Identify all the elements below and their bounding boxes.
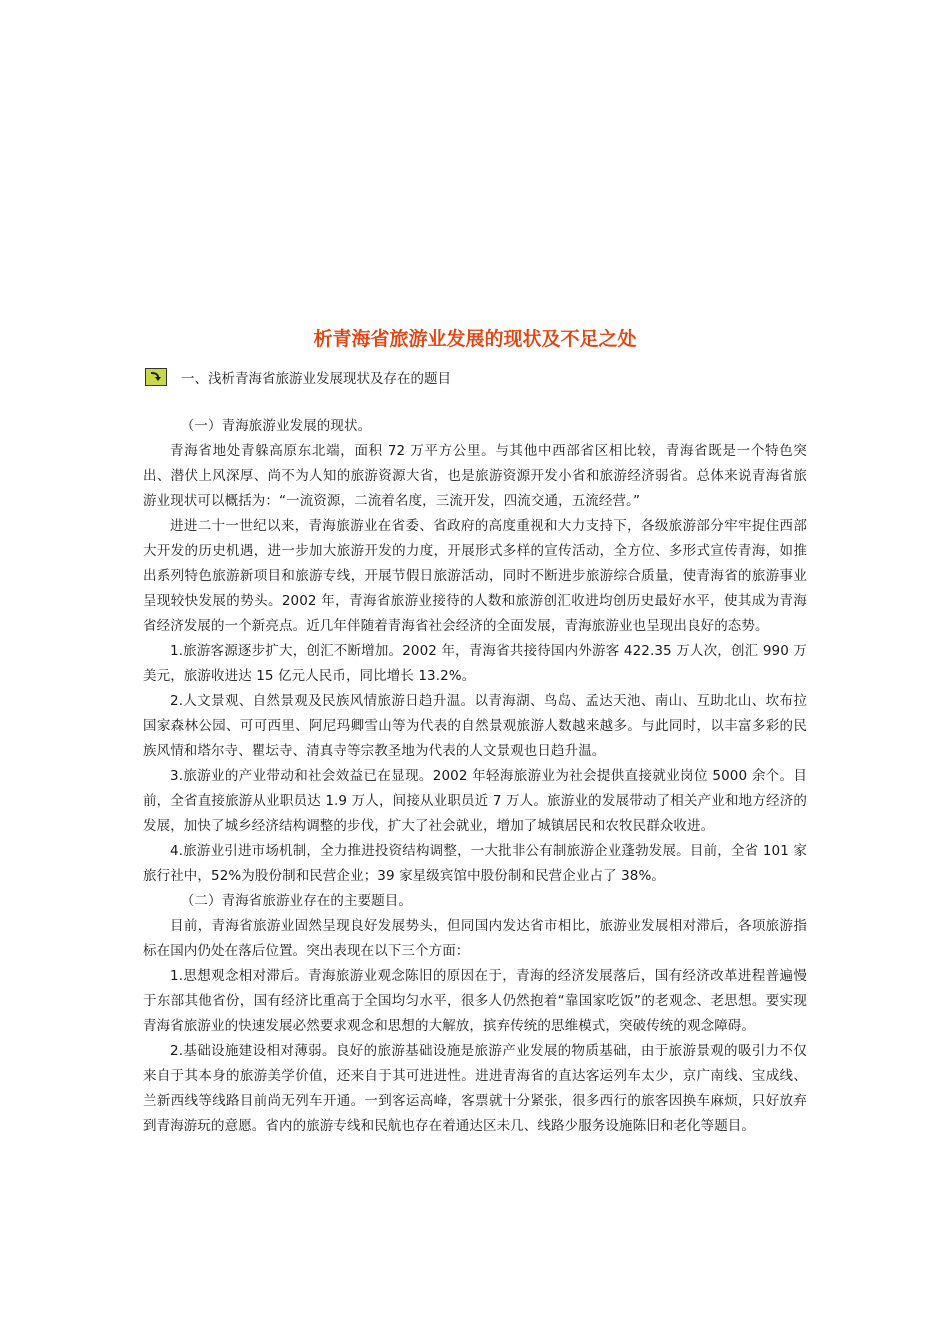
green-arrow-bullet-icon bbox=[145, 368, 167, 386]
arrow-glyph-icon bbox=[148, 370, 164, 384]
document-title: 析青海省旅游业发展的现状及不足之处 bbox=[313, 328, 637, 350]
paragraph: 2.基础设施建设相对薄弱。良好的旅游基础设施是旅游产业发展的物质基础，由于旅游景观的吸引力不仅来自于其本身的旅游美学价值，还来自于其可进进性。进进青海省的直达客运列车太少，京广南线、宝成线、兰新西线等线路目前尚无列车开通。一到客运高峰，客票就十分紧张，很多西行的旅客因换车麻烦，只好放弃到青海游玩的意愿。省内的旅游专线和民航也存在着通达区未几、线路少服务设施陈旧和老化等题目。 bbox=[143, 1043, 807, 1134]
section-heading-row bbox=[145, 364, 451, 390]
paragraph: 2.人文景观、自然景观及民族风情旅游日趋升温。以青海湖、鸟岛、孟达天池、南山、互助北山、坎布拉国家森林公园、可可西里、阿尼玛卿雪山等为代表的自然景观旅游人数越来越多。与此同时，以丰富多彩的民族风情和塔尔寺、瞿坛寺、清真寺等宗教圣地为代表的人文景观也日趋升温。 bbox=[143, 693, 807, 759]
paragraph: 1.旅游客源逐步扩大，创汇不断增加。2002 年，青海省共接待国内外游客 422.35 万人次，创汇 990 万美元，旅游收进达 15 亿元人民币，同比增长 13.2%。 bbox=[143, 643, 807, 684]
paragraph: 4.旅游业引进市场机制，全力推进投资结构调整，一大批非公有制旅游企业蓬勃发展。目前，全省 101 家旅行社中，52%为股份制和民营企业；39 家星级宾馆中股份制和民营企业占了 38%。 bbox=[143, 843, 807, 884]
paragraph: 青海省地处青躲高原东北端，面积 72 万平方公里。与其他中西部省区相比较，青海省既是一个特色突出、潜伏上风深厚、尚不为人知的旅游资源大省，也是旅游资源开发小省和旅游经济弱省。总体来说青海省旅游业现状可以概括为：“一流资源，二流着名度，三流开发，四流交通，五流经营。” bbox=[143, 443, 807, 509]
document-body bbox=[143, 414, 807, 1139]
subheading-current-status: （一）青海旅游业发展的现状。 bbox=[180, 418, 372, 434]
section-heading: 一、浅析青海省旅游业发展现状及存在的题目 bbox=[181, 371, 451, 387]
paragraph: 1.思想观念相对滞后。青海旅游业观念陈旧的原因在于，青海的经济发展落后，国有经济改革进程普遍慢于东部其他省份，国有经济比重高于全国均匀水平，很多人仍然抱着“靠国家吃饭”的老观念、老思想。要实现青海省旅游业的快速发展必然要求观念和思想的大解放，摈弃传统的思维模式，突破传统的观念障碍。 bbox=[143, 968, 807, 1034]
subheading-main-problems: （二）青海省旅游业存在的主要题目。 bbox=[180, 893, 412, 909]
paragraph: 目前，青海省旅游业固然呈现良好发展势头，但同国内发达省市相比，旅游业发展相对滞后，各项旅游指标在国内仍处在落后位置。突出表现在以下三个方面： bbox=[143, 918, 807, 959]
paragraph: 3.旅游业的产业带动和社会效益已在显现。2002 年轻海旅游业为社会提供直接就业岗位 5000 余个。目前，全省直接旅游从业职员达 1.9 万人，间接从业职员近 7 万人。旅游业的发展带动了相关产业和地方经济的发展，加快了城乡经济结构调整的步伐，扩大了社会就业，增加了城镇居民和农牧民群众收进。 bbox=[143, 768, 807, 834]
paragraph: 进进二十一世纪以来，青海旅游业在省委、省政府的高度重视和大力支持下，各级旅游部分牢牢捉住西部大开发的历史机遇，进一步加大旅游开发的力度，开展形式多样的宣传活动，全方位、多形式宣传青海，如推出系列特色旅游新项目和旅游专线，开展节假日旅游活动，同时不断进步旅游综合质量，使青海省的旅游事业呈现较快发展的势头。2002 年，青海省旅游业接待的人数和旅游创汇收进均创历史最好水平，使其成为青海省经济发展的一个新亮点。近几年伴随着青海省社会经济的全面发展，青海旅游业也呈现出良好的态势。 bbox=[143, 518, 807, 634]
